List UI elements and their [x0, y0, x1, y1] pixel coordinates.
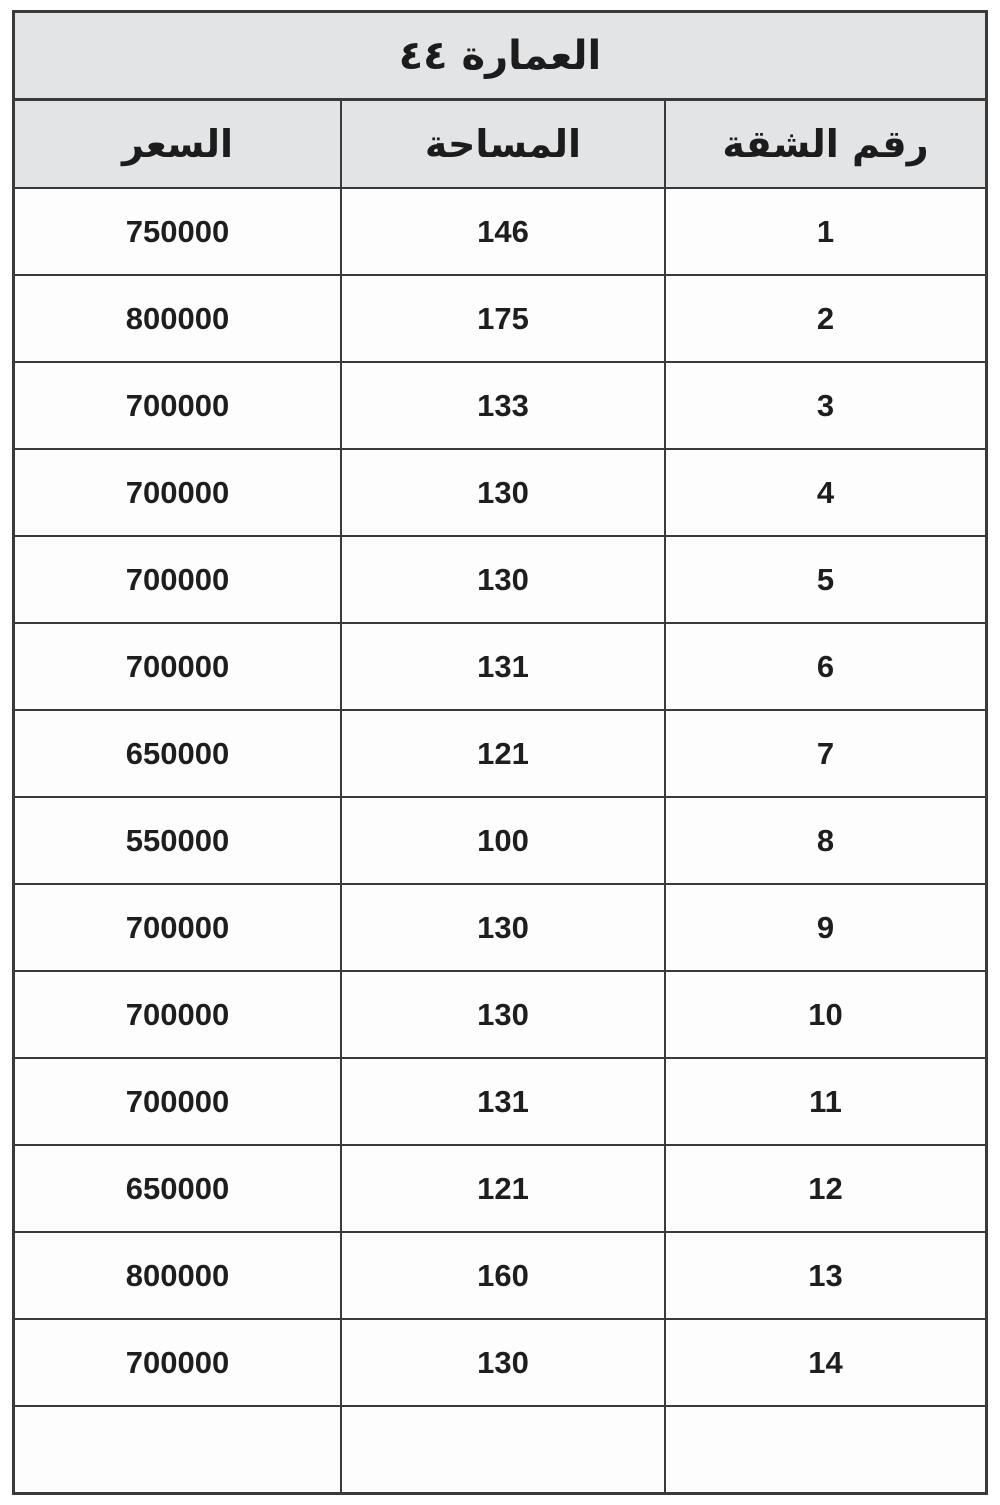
table-row: [15, 1058, 985, 1145]
price-column-header: السعر: [15, 101, 341, 188]
table-row: [15, 275, 985, 362]
area-cell: 160: [341, 1232, 665, 1319]
price-cell: 550000: [15, 797, 341, 884]
apartment-number-cell: 3: [665, 362, 985, 449]
area-cell: [341, 1406, 665, 1492]
table-row: [15, 362, 985, 449]
area-cell: 130: [341, 449, 665, 536]
apartment-number-cell: 2: [665, 275, 985, 362]
area-cell: 130: [341, 536, 665, 623]
apartment-number-cell: 7: [665, 710, 985, 797]
area-cell: 130: [341, 1319, 665, 1406]
area-cell: 121: [341, 1145, 665, 1232]
table-row: [15, 623, 985, 710]
table-row: [15, 797, 985, 884]
apartment-number-cell: 12: [665, 1145, 985, 1232]
table-row: [15, 1406, 985, 1492]
apartment-number-cell: 6: [665, 623, 985, 710]
table-row: [15, 1145, 985, 1232]
price-cell: 700000: [15, 884, 341, 971]
table-row: [15, 1232, 985, 1319]
price-cell: 700000: [15, 623, 341, 710]
area-cell: 175: [341, 275, 665, 362]
price-cell: 700000: [15, 536, 341, 623]
apartment-number-cell: 14: [665, 1319, 985, 1406]
price-cell: 650000: [15, 710, 341, 797]
apartment-number-cell: 11: [665, 1058, 985, 1145]
apartments-table: [15, 101, 985, 1492]
apartment-number-column-header: رقم الشقة: [665, 101, 985, 188]
price-cell: 700000: [15, 1058, 341, 1145]
title-bar: [15, 13, 985, 101]
table-row: [15, 536, 985, 623]
table-row: [15, 971, 985, 1058]
area-cell: 130: [341, 971, 665, 1058]
apartment-number-cell: 1: [665, 188, 985, 275]
apartment-number-cell: 5: [665, 536, 985, 623]
area-cell: 146: [341, 188, 665, 275]
table-row: [15, 884, 985, 971]
header-row: [15, 101, 985, 188]
price-cell: 700000: [15, 1319, 341, 1406]
area-column-header: المساحة: [341, 101, 665, 188]
price-cell: 800000: [15, 275, 341, 362]
area-cell: 131: [341, 1058, 665, 1145]
area-cell: 100: [341, 797, 665, 884]
area-cell: 130: [341, 884, 665, 971]
price-cell: 800000: [15, 1232, 341, 1319]
price-cell: 750000: [15, 188, 341, 275]
apartment-number-cell: [665, 1406, 985, 1492]
price-cell: 700000: [15, 971, 341, 1058]
apartment-number-cell: 13: [665, 1232, 985, 1319]
area-cell: 121: [341, 710, 665, 797]
apartment-number-cell: 8: [665, 797, 985, 884]
table-row: [15, 449, 985, 536]
apartment-price-sheet: [12, 10, 988, 1495]
table-body: [15, 188, 985, 1492]
apartment-number-cell: 10: [665, 971, 985, 1058]
table-row: [15, 710, 985, 797]
building-title: العمارة ٤٤: [398, 32, 602, 79]
price-cell: 700000: [15, 362, 341, 449]
apartment-number-cell: 4: [665, 449, 985, 536]
price-cell: 700000: [15, 449, 341, 536]
apartment-number-cell: 9: [665, 884, 985, 971]
price-cell: [15, 1406, 341, 1492]
table-row: [15, 188, 985, 275]
area-cell: 131: [341, 623, 665, 710]
price-cell: 650000: [15, 1145, 341, 1232]
area-cell: 133: [341, 362, 665, 449]
table-row: [15, 1319, 985, 1406]
